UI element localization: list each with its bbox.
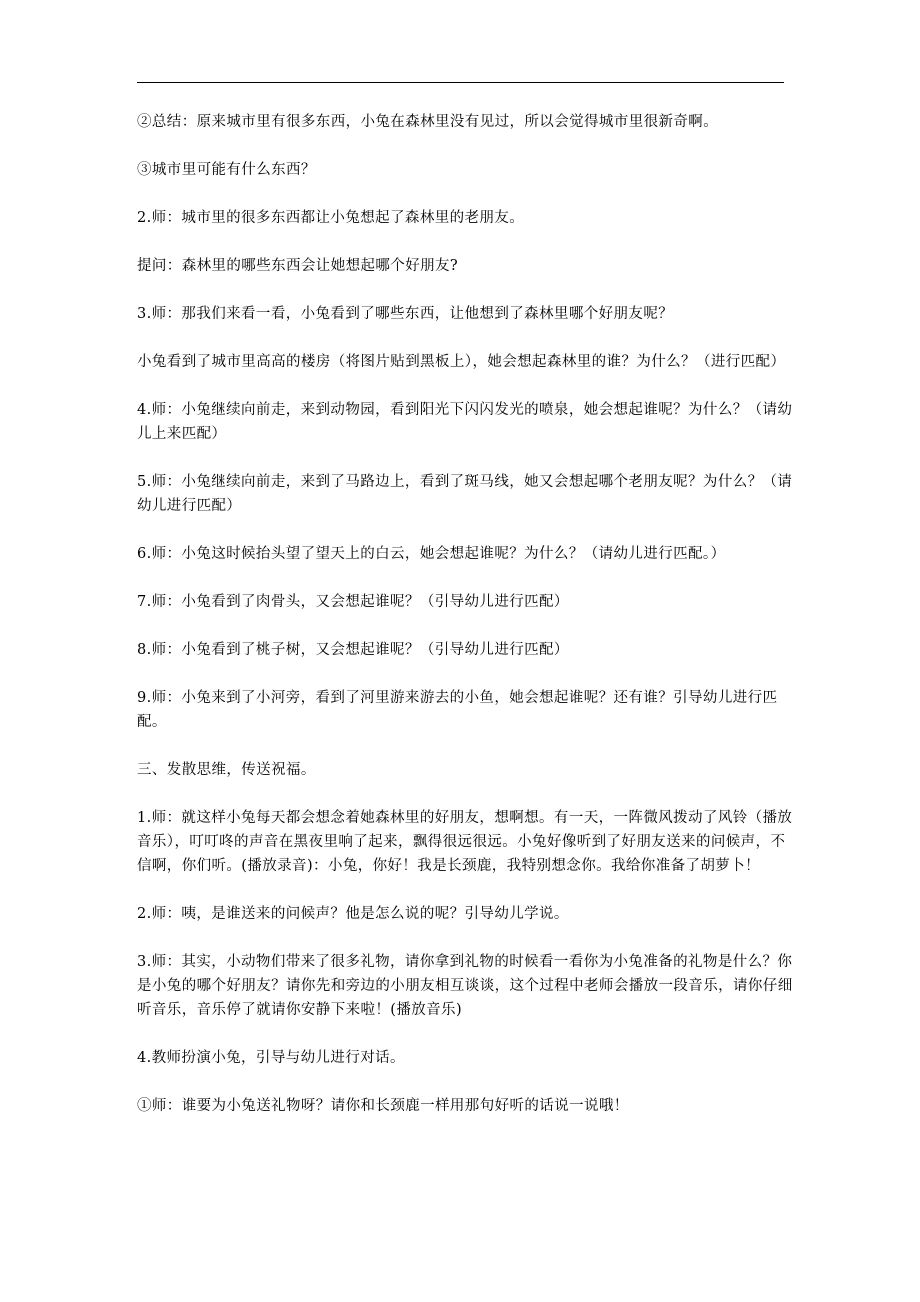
paragraph-step-3: 3.师：那我们来看一看，小兔看到了哪些东西，让他想到了森林里哪个好朋友呢？ — [137, 306, 674, 322]
header-rule — [137, 82, 784, 83]
paragraph-step-5: 5.师：小兔继续向前走，来到了马路边上，看到了斑马线，她又会想起哪个老朋友呢？为什么？（请幼儿进行匹配） — [137, 474, 793, 514]
paragraph-step-9: 9.师：小兔来到了小河旁，看到了河里游来游去的小鱼，她会想起谁呢？还有谁？引导幼儿进行匹配。 — [137, 690, 778, 730]
paragraph-summary: ②总结：原来城市里有很多东西，小兔在森林里没有见过，所以会觉得城市里很新奇啊。 — [137, 114, 719, 130]
paragraph-building: 小兔看到了城市里高高的楼房（将图片贴到黑板上），她会想起森林里的谁？为什么？（进行匹配） — [137, 354, 786, 370]
document-body — [137, 110, 797, 1142]
paragraph-step-3b: 3.师：其实，小动物们带来了很多礼物，请你拿到礼物的时候看一看你为小兔准备的礼物是什么？你是小兔的哪个好朋友？请你先和旁边的小朋友相互谈谈，这个过程中老师会播放一段音乐，请你仔细听音乐，音乐停了就请你安静下来啦！(播放音乐) — [137, 954, 793, 1018]
paragraph-step-2: 2.师：城市里的很多东西都让小兔想起了森林里的老朋友。 — [137, 210, 525, 226]
paragraph-step-4: 4.师：小兔继续向前走，来到动物园，看到阳光下闪闪发光的喷泉，她会想起谁呢？为什么？（请幼儿上来匹配） — [137, 402, 793, 442]
paragraph-step-1b: 1.师：就这样小兔每天都会想念着她森林里的好朋友，想啊想。有一天，一阵微风拨动了风铃（播放音乐），叮叮咚的声音在黑夜里响了起来，飘得很远很远。小兔好像听到了好朋友送来的问候声，不信啊，你们听。(播放录音)：小兔，你好！我是长颈鹿，我特别想念你。我给你准备了胡萝卜！ — [137, 810, 793, 874]
paragraph-question: ③城市里可能有什么东西？ — [137, 162, 316, 178]
paragraph-dialogue: ①师：谁要为小兔送礼物呀？请你和长颈鹿一样用那句好听的话说一说哦！ — [137, 1098, 629, 1114]
paragraph-step-6: 6.师：小兔这时候抬头望了望天上的白云，她会想起谁呢？为什么？（请幼儿进行匹配。） — [137, 546, 726, 562]
paragraph-step-2b: 2.师：咦，是谁送来的问候声？他是怎么说的呢？引导幼儿学说。 — [137, 906, 569, 922]
paragraph-step-8: 8.师：小兔看到了桃子树，又会想起谁呢？（引导幼儿进行匹配） — [137, 642, 569, 658]
paragraph-step-4b: 4.教师扮演小兔，引导与幼儿进行对话。 — [137, 1050, 405, 1066]
section-heading: 三、发散思维，传送祝福。 — [137, 762, 316, 778]
paragraph-prompt: 提问：森林里的哪些东西会让她想起哪个好朋友? — [137, 258, 459, 274]
paragraph-step-7: 7.师：小兔看到了肉骨头，又会想起谁呢？（引导幼儿进行匹配） — [137, 594, 569, 610]
